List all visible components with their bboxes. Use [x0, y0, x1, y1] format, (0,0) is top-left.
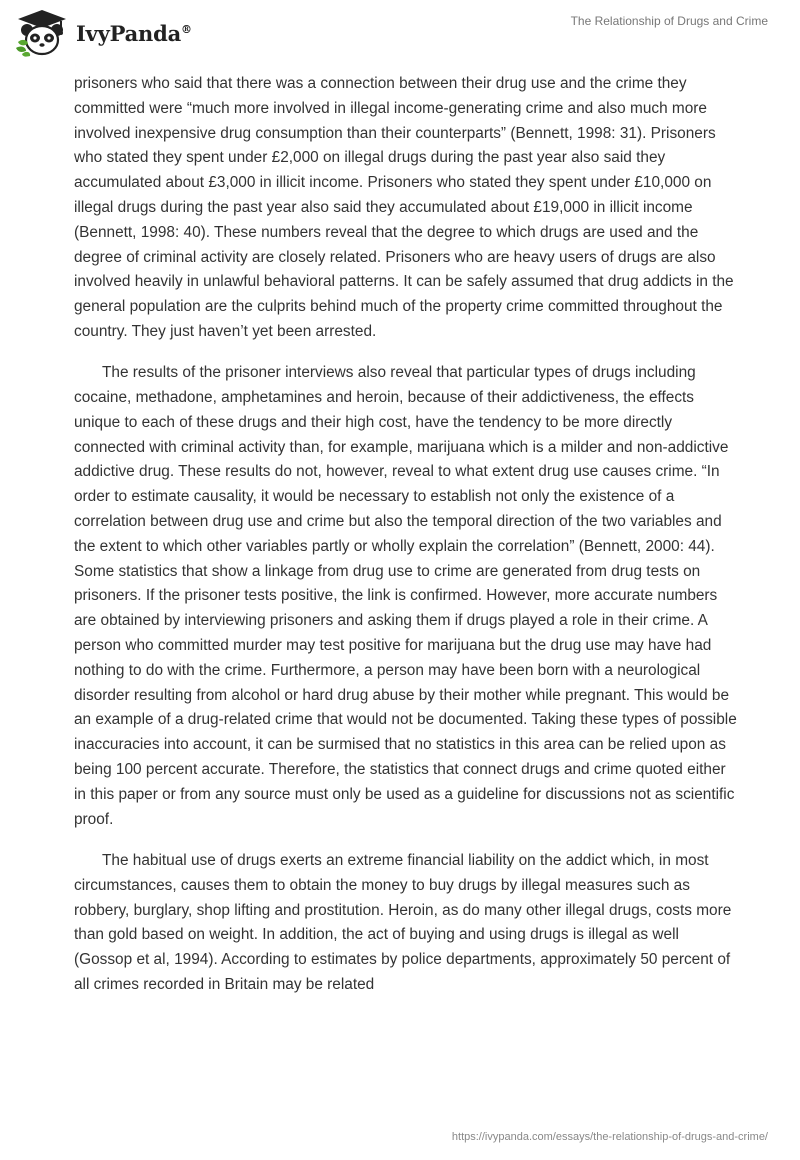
- paragraph: The results of the prisoner interviews also reveal that particular types of drugs including cocaine, methadone, amphetamines and heroin, because of their addictiveness, the effects unique to each of these drugs and their high cost, have the tendency to be more directly connected with criminal activity than, for example, marijuana which is a milder and non-addictive addictive drug. These results do not, however, reveal to what extent drug use causes crime. “In order to estimate causality, it would be necessary to establish not only the existence of a correlation between drug use and crime but also the temporal direction of the two variables and the extent to which other variables partly or wholly explain the correlation” (Bennett, 2000: 44). Some statistics that show a linkage from drug use to crime are generated from drug tests on prisoners. If the prisoner tests positive, the link is confirmed. However, more accurate numbers are obtained by interviewing prisoners and asking them if drugs played a role in their crime. A person who committed murder may test positive for marijuana but the drug use may have had nothing to do with the crime. Furthermore, a person may have been born with a neurological disorder resulting from alcohol or hard drug abuse by their mother while pregnant. This would be an example of a drug-related crime that would not be documented. Taking these types of possible inaccuracies into account, it can be surmised that no statistics in this area can be relied upon as being 100 percent accurate. Therefore, the statistics that connect drugs and crime quoted either in this paper or from any source must only be used as a guideline for discussions not as scientific proof.: [74, 364, 737, 828]
- registered-mark: ®: [181, 22, 192, 36]
- paragraph: prisoners who said that there was a connection between their drug use and the crime they committed were “much more involved in illegal income-generating crime and also much more involved inexpensive drug consumption than their counterparts” (Bennett, 1998: 31). Prisoners who stated they spent under £2,000 on illegal drugs during the past year also said they accumulated about £3,000 in illicit income. Prisoners who stated they spent under £10,000 on illegal drugs during the past year also said they accumulated about £19,000 in illicit income (Bennett, 1998: 40). These numbers reveal that the degree to which drugs are used and the degree of criminal activity are closely related. Prisoners who are heavy users of drugs are also involved heavily in unlawful behavioral patterns. It can be safely assumed that drug addicts in the general population are the culprits behind much of the property crime committed throughout the country. They just haven’t yet been arrested.: [74, 75, 734, 340]
- essay-body: [74, 72, 740, 1014]
- page-header: [0, 0, 800, 68]
- panda-graduate-icon: [14, 8, 70, 58]
- source-url[interactable]: https://ivypanda.com/essays/the-relationship-of-drugs-and-crime/: [451, 1131, 768, 1143]
- document-title: The Relationship of Drugs and Crime: [570, 14, 768, 28]
- ivypanda-logo[interactable]: [14, 8, 192, 58]
- paragraph: The habitual use of drugs exerts an extreme financial liability on the addict which, in most circumstances, causes them to obtain the money to buy drugs by illegal measures such as robbery, burglary, shop lifting and prostitution. Heroin, as do many other illegal drugs, costs more than gold based on weight. In addition, the act of buying and using drugs is illegal as well (Gossop et al, 1994). According to estimates by police departments, approximately 50 percent of all crimes recorded in Britain may be related: [74, 851, 732, 993]
- logo-wordmark: IvyPanda®: [76, 20, 192, 46]
